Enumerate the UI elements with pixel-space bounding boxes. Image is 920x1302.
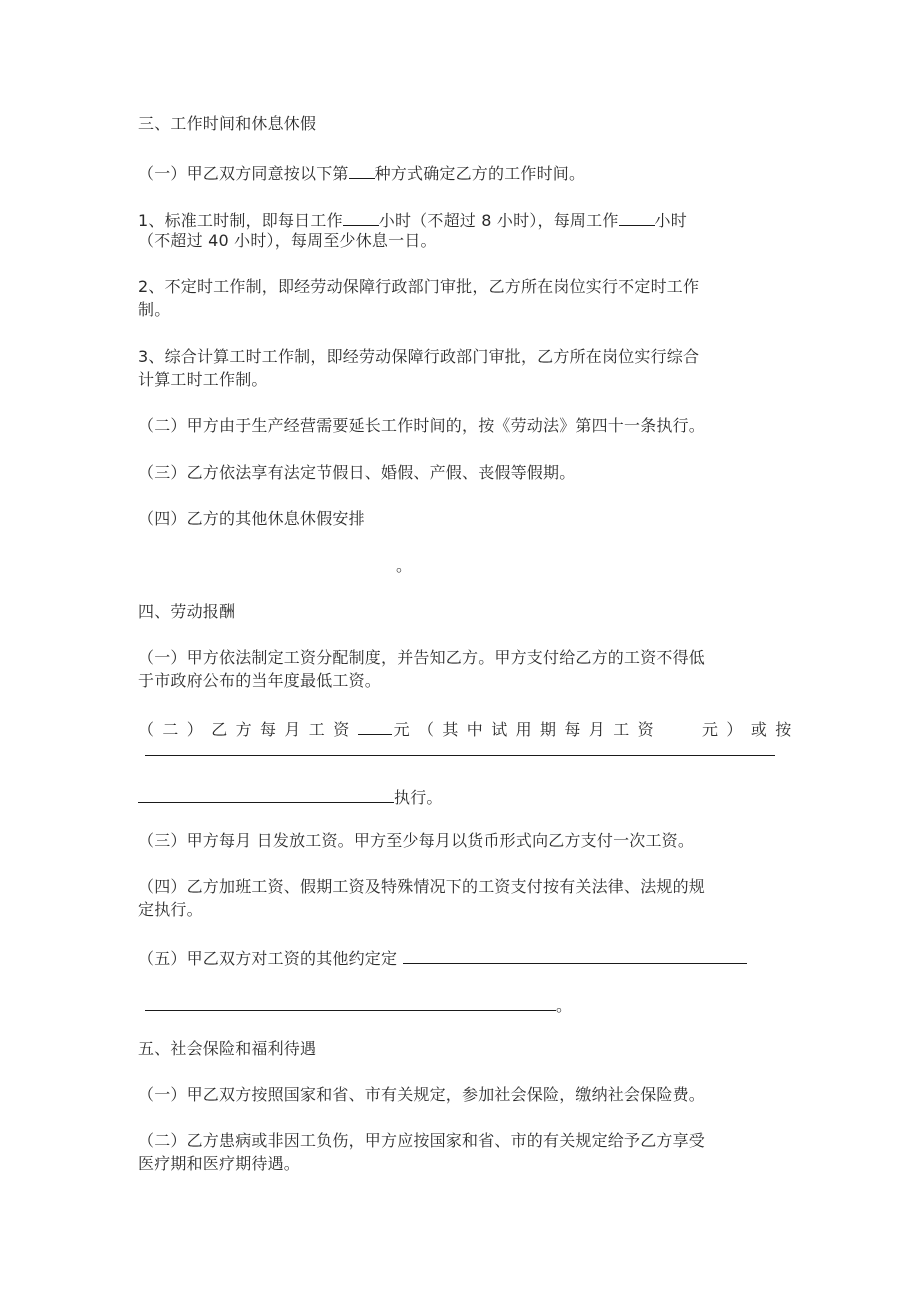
s4-paragraph-4-line-2: 定执行。 <box>138 900 203 919</box>
s4-p2-text-b: 元（其中试用期每月工资 <box>393 720 663 739</box>
daily-hours-blank <box>343 207 379 226</box>
s3-p1-text-b: 种方式确定乙方的工作时间。 <box>374 164 586 183</box>
s3-opt1-text-a: 1、标准工时制，即每日工作 <box>138 211 343 230</box>
s3-option-2-line-1: 2、不定时工作制，即经劳动保障行政部门审批，乙方所在岗位实行不定时工作 <box>138 277 700 296</box>
s3-paragraph-1 <box>138 160 585 185</box>
s3-option-1-line-1 <box>138 207 687 232</box>
s4-paragraph-4-line-1: （四）乙方加班工资、假期工资及特殊情况下的工资支付按有关法律、法规的规 <box>138 877 706 896</box>
s4-p2-text-a: （二）乙方每月工资 <box>138 720 358 739</box>
section-3-heading: 三、工作时间和休息休假 <box>138 114 317 133</box>
s5-paragraph-1: （一）甲乙双方按照国家和省、市有关规定，参加社会保险，缴纳社会保险费。 <box>138 1085 706 1104</box>
s4-paragraph-1-line-1: （一）甲方依法制定工资分配制度，并告知乙方。甲方支付给乙方的工资不得低 <box>138 648 706 667</box>
s4-p2-end: 执行。 <box>394 788 443 807</box>
wage-basis-underline-1 <box>145 755 775 756</box>
monthly-wage-blank <box>358 716 392 735</box>
s4-paragraph-2-line-1 <box>138 716 800 741</box>
s3-opt1-text-b: 小时（不超过 8 小时），每周工作 <box>378 211 619 230</box>
s4-paragraph-5-line-2 <box>145 992 572 1017</box>
s3-opt1-text-c: 小时 <box>654 211 687 230</box>
weekly-hours-blank <box>619 207 655 226</box>
s3-option-3-line-2: 计算工时工作制。 <box>138 370 268 389</box>
section-4-heading: 四、劳动报酬 <box>138 602 236 621</box>
s5-paragraph-2-line-2: 医疗期和医疗期待遇。 <box>138 1154 301 1173</box>
s3-option-2-line-2: 制。 <box>138 300 171 319</box>
s4-paragraph-1-line-2: 于市政府公布的当年度最低工资。 <box>138 671 382 690</box>
s4-paragraph-5-line-1 <box>138 945 747 970</box>
s3-paragraph-3: （三）乙方依法享有法定节假日、婚假、产假、丧假等假期。 <box>138 463 576 482</box>
wage-basis-underline-2 <box>138 784 394 803</box>
s4-paragraph-2-line-2 <box>138 784 443 809</box>
s3-option-3-line-1: 3、综合计算工时工作制，即经劳动保障行政部门审批，乙方所在岗位实行综合 <box>138 347 700 366</box>
other-wage-agreement-underline-1 <box>403 945 747 964</box>
other-wage-agreement-underline-2 <box>145 992 556 1011</box>
s5-paragraph-2-line-1: （二）乙方患病或非因工负伤，甲方应按国家和省、市的有关规定给予乙方享受 <box>138 1131 706 1150</box>
s4-p2-text-c: 元）或按 <box>702 720 800 739</box>
section-5-heading: 五、社会保险和福利待遇 <box>138 1039 317 1058</box>
s3-option-1-line-2: （不超过 40 小时），每周至少休息一日。 <box>138 231 437 250</box>
s3-paragraph-2: （二）甲方由于生产经营需要延长工作时间的，按《劳动法》第四十一条执行。 <box>138 416 706 435</box>
s4-p5-end: 。 <box>556 996 573 1015</box>
s3-p1-text-a: （一）甲乙双方同意按以下第 <box>138 164 349 183</box>
s3-paragraph-4-end: 。 <box>396 556 413 575</box>
s4-p5-text-a: （五）甲乙双方对工资的其他约定定 <box>138 949 398 968</box>
s4-paragraph-3: （三）甲方每月 日发放工资。甲方至少每月以货币形式向乙方支付一次工资。 <box>138 831 695 850</box>
s3-paragraph-4: （四）乙方的其他休息休假安排 <box>138 509 365 528</box>
work-mode-blank <box>349 160 375 179</box>
